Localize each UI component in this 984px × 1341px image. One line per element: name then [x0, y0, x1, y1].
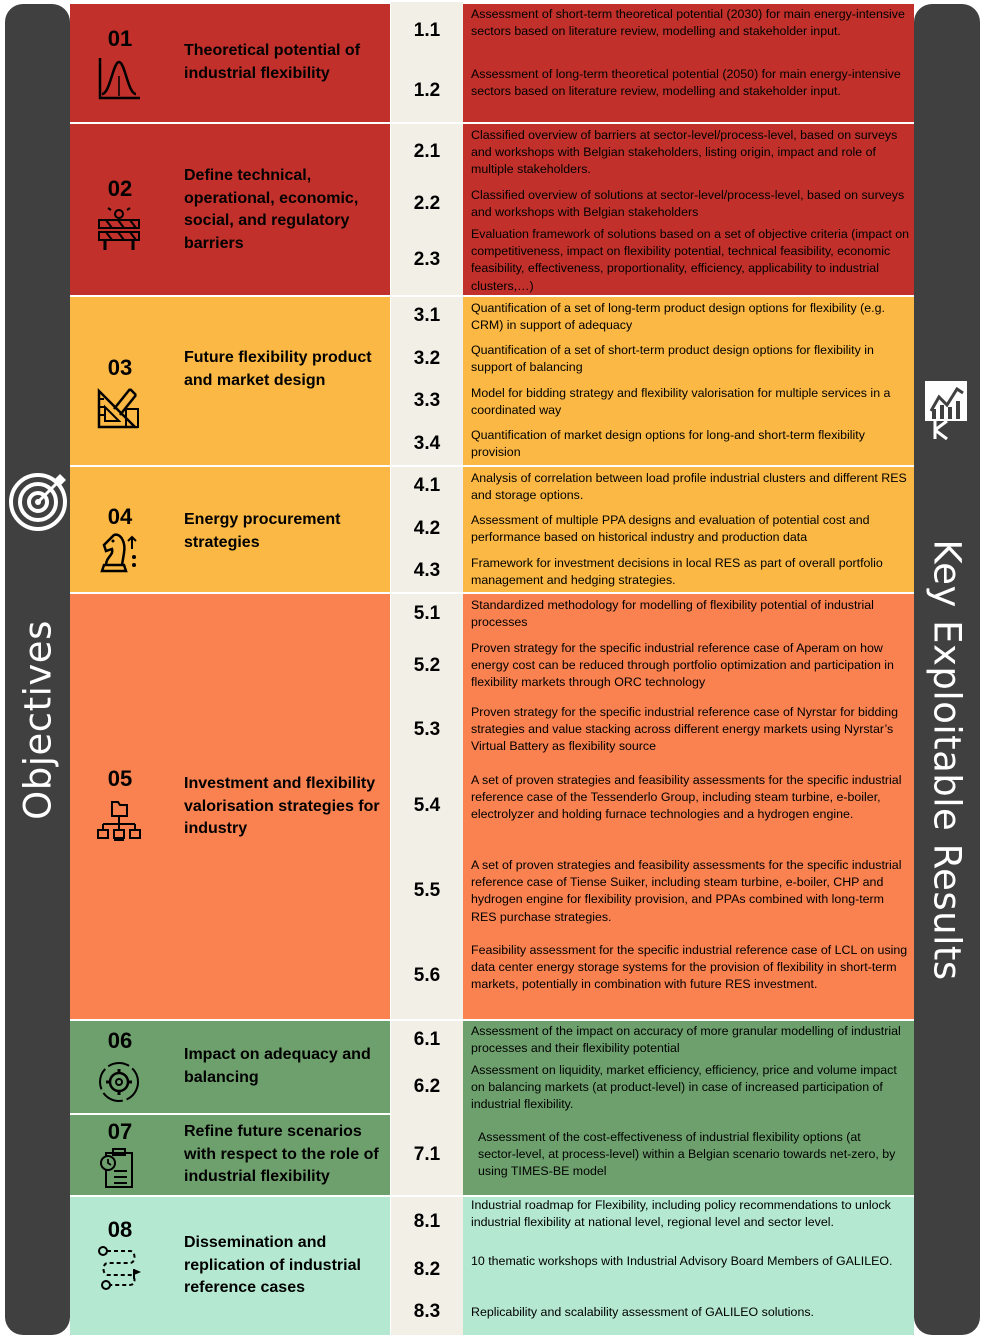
- objective-number: 03: [107, 355, 133, 380]
- results-side-bar: [914, 4, 980, 1335]
- objective-block-08: [70, 1197, 390, 1335]
- bell-curve-icon: [96, 56, 142, 102]
- result-description: Quantification of a set of long-term product design options for flexibility (e.g. CRM) in support of adequacy: [471, 301, 885, 333]
- result-number: 5.2: [413, 655, 441, 676]
- result-number: 8.3: [413, 1301, 441, 1322]
- objective-title: Define technical, operational, economic, social, and regulatory barriers: [184, 167, 359, 252]
- result-number: 2.3: [413, 249, 441, 270]
- objective-number: 05: [107, 766, 133, 791]
- result-description: Assessment on liquidity, market efficiency, efficiency, price and volume impact on balancing markets (at product-level) in case of increased participation of industrial flexibility.: [471, 1063, 897, 1112]
- objective-number: 02: [107, 176, 133, 201]
- objective-block-05: [70, 594, 390, 1019]
- objective-block-01: [70, 4, 390, 122]
- result-number: 6.2: [413, 1076, 441, 1097]
- result-description: Assessment of the impact on accuracy of more granular modelling of industrial processes and their flexibility potential: [471, 1024, 901, 1056]
- result-description: 10 thematic workshops with Industrial Advisory Board Members of GALILEO.: [471, 1254, 893, 1268]
- result-number: 2.2: [413, 193, 441, 214]
- objective-block-04: [70, 467, 390, 592]
- result-number: 5.5: [413, 880, 441, 901]
- divider: [70, 1113, 390, 1115]
- result-number: 4.2: [413, 518, 441, 539]
- target-icon: [8, 472, 68, 532]
- objective-block-07: [70, 1115, 390, 1195]
- route-icon: [96, 1245, 142, 1291]
- objective-title: Theoretical potential of industrial flexibility: [184, 42, 361, 82]
- result-number: 2.1: [413, 141, 441, 162]
- objective-title: Energy procurement strategies: [184, 511, 341, 551]
- result-description: Classified overview of barriers at sector-level/process-level, based on surveys and workshops with Belgian stakeholders, listing origin, impact and role of multiple stakeholders.: [471, 128, 898, 177]
- result-description: Feasibility assessment for the specific industrial reference case of LCL on using data center energy storage systems for the provision of flexibility in short-term markets, potentially in combination with future RES investment.: [471, 943, 908, 992]
- result-description: Assessment of short-term theoretical potential (2030) for main energy-intensive sectors based on literature review, modelling and stakeholder input.: [471, 7, 905, 39]
- design-tools-icon: [96, 385, 142, 431]
- result-description: Replicability and scalability assessment of GALILEO solutions.: [471, 1305, 814, 1319]
- result-description: Quantification of market design options for long-and short-term flexibility provision: [471, 428, 865, 460]
- divider: [70, 295, 914, 297]
- result-number: 7.1: [413, 1144, 441, 1165]
- barrier-icon: [96, 206, 142, 252]
- result-description: Evaluation framework of solutions based on a set of objective criteria (impact on competitiveness, impact on flexibility potential, technical feasibility, economic feasibility, effectiveness, proportionality, efficiency, applicability to industrial clusters,…): [471, 227, 910, 293]
- objectives-label: Objectives: [16, 619, 59, 820]
- objective-title: Refine future scenarios with respect to the role of industrial flexibility: [184, 1123, 379, 1185]
- result-number: 4.1: [413, 475, 441, 496]
- result-number: 5.4: [413, 795, 441, 816]
- objective-title: Dissemination and replication of industrial reference cases: [184, 1234, 361, 1296]
- result-description: Assessment of multiple PPA designs and evaluation of potential cost and performance based on historical industry and production data: [471, 513, 870, 545]
- objective-number: 06: [107, 1028, 133, 1053]
- divider: [70, 1019, 914, 1021]
- result-number: 1.2: [413, 80, 441, 101]
- objective-title: Impact on adequacy and balancing: [184, 1046, 371, 1086]
- result-description: Industrial roadmap for Flexibility, including policy recommendations to unlock industrial flexibility at national level, regional level and sector level.: [471, 1198, 891, 1230]
- objective-block-06: [70, 1021, 390, 1113]
- result-description: Framework for investment decisions in local RES as part of overall portfolio management and hedging strategies.: [471, 556, 883, 588]
- result-number: 3.1: [413, 305, 441, 326]
- result-number: 3.4: [413, 433, 441, 454]
- divider: [70, 122, 914, 124]
- result-description: Analysis of correlation between load profile industrial clusters and different RES and storage options.: [471, 471, 907, 503]
- clipboard-clock-icon: [96, 1145, 142, 1191]
- result-number: 5.6: [413, 965, 441, 986]
- objective-title: Investment and flexibility valorisation strategies for industry: [184, 775, 380, 837]
- result-number: 4.3: [413, 560, 441, 581]
- result-number: 3.3: [413, 390, 441, 411]
- result-description: Assessment of the cost-effectiveness of industrial flexibility options (at sector-level, at process-level) within a Belgian scenario towards net-zero, by using TIMES-BE model: [478, 1130, 896, 1179]
- result-description: Assessment of long-term theoretical potential (2050) for main energy-intensive sectors based on literature review, modelling and stakeholder input.: [471, 67, 901, 99]
- results-label: Key Exploitable Results: [925, 538, 969, 981]
- divider: [70, 592, 914, 594]
- objectives-side-bar: [5, 4, 70, 1335]
- gear-cycle-icon: [96, 1059, 142, 1105]
- result-description: Standardized methodology for modelling of flexibility potential of industrial processes: [471, 598, 874, 630]
- result-number: 8.2: [413, 1259, 441, 1280]
- objective-title: Future flexibility product and market design: [184, 349, 372, 389]
- chart-icon: [923, 379, 969, 441]
- objective-block-03: [70, 297, 390, 465]
- objective-number: 08: [107, 1217, 133, 1242]
- result-number: 8.1: [413, 1211, 441, 1232]
- result-description: Model for bidding strategy and flexibility valorisation for multiple services in a coordinated way: [471, 386, 891, 418]
- result-description: Proven strategy for the specific industrial reference case of Nyrstar for bidding strategies and value stacking across different energy markets using Nyrstar’s Virtual Battery as flexibility source: [471, 705, 898, 754]
- divider: [70, 465, 914, 467]
- result-description: Proven strategy for the specific industrial reference case of Aperam on how energy cost can be reduced through portfolio optimization and participation in flexibility markets through ORC technology: [471, 641, 894, 690]
- chess-knight-icon: [96, 529, 142, 575]
- objective-number: 04: [107, 504, 133, 529]
- result-number: 1.1: [413, 20, 441, 41]
- hierarchy-icon: [96, 798, 142, 844]
- objective-number: 07: [107, 1119, 133, 1144]
- result-description: Classified overview of solutions at sector-level/process-level, based on surveys and workshops with Belgian stakeholders: [471, 188, 905, 220]
- result-number: 5.3: [413, 719, 441, 740]
- result-description: Quantification of a set of short-term product design options for flexibility in support of balancing: [471, 343, 874, 375]
- objective-number: 01: [107, 26, 133, 51]
- result-description: A set of proven strategies and feasibility assessments for the specific industrial reference case of Tiense Suiker, including steam turbine, e-boiler, CHP and hydrogen engine for flexibility provision, and PPAs combined with long-term RES purchase strategies.: [471, 858, 902, 924]
- result-number: 5.1: [413, 603, 441, 624]
- result-description: A set of proven strategies and feasibility assessments for the specific industrial reference case of the Tessenderlo Group, including steam turbine, e-boiler, electrolyzer and holding furnace technologies and a hydrogen engine.: [471, 773, 902, 822]
- result-number: 3.2: [413, 348, 441, 369]
- result-number: 6.1: [413, 1029, 441, 1050]
- objective-block-02: [70, 124, 390, 295]
